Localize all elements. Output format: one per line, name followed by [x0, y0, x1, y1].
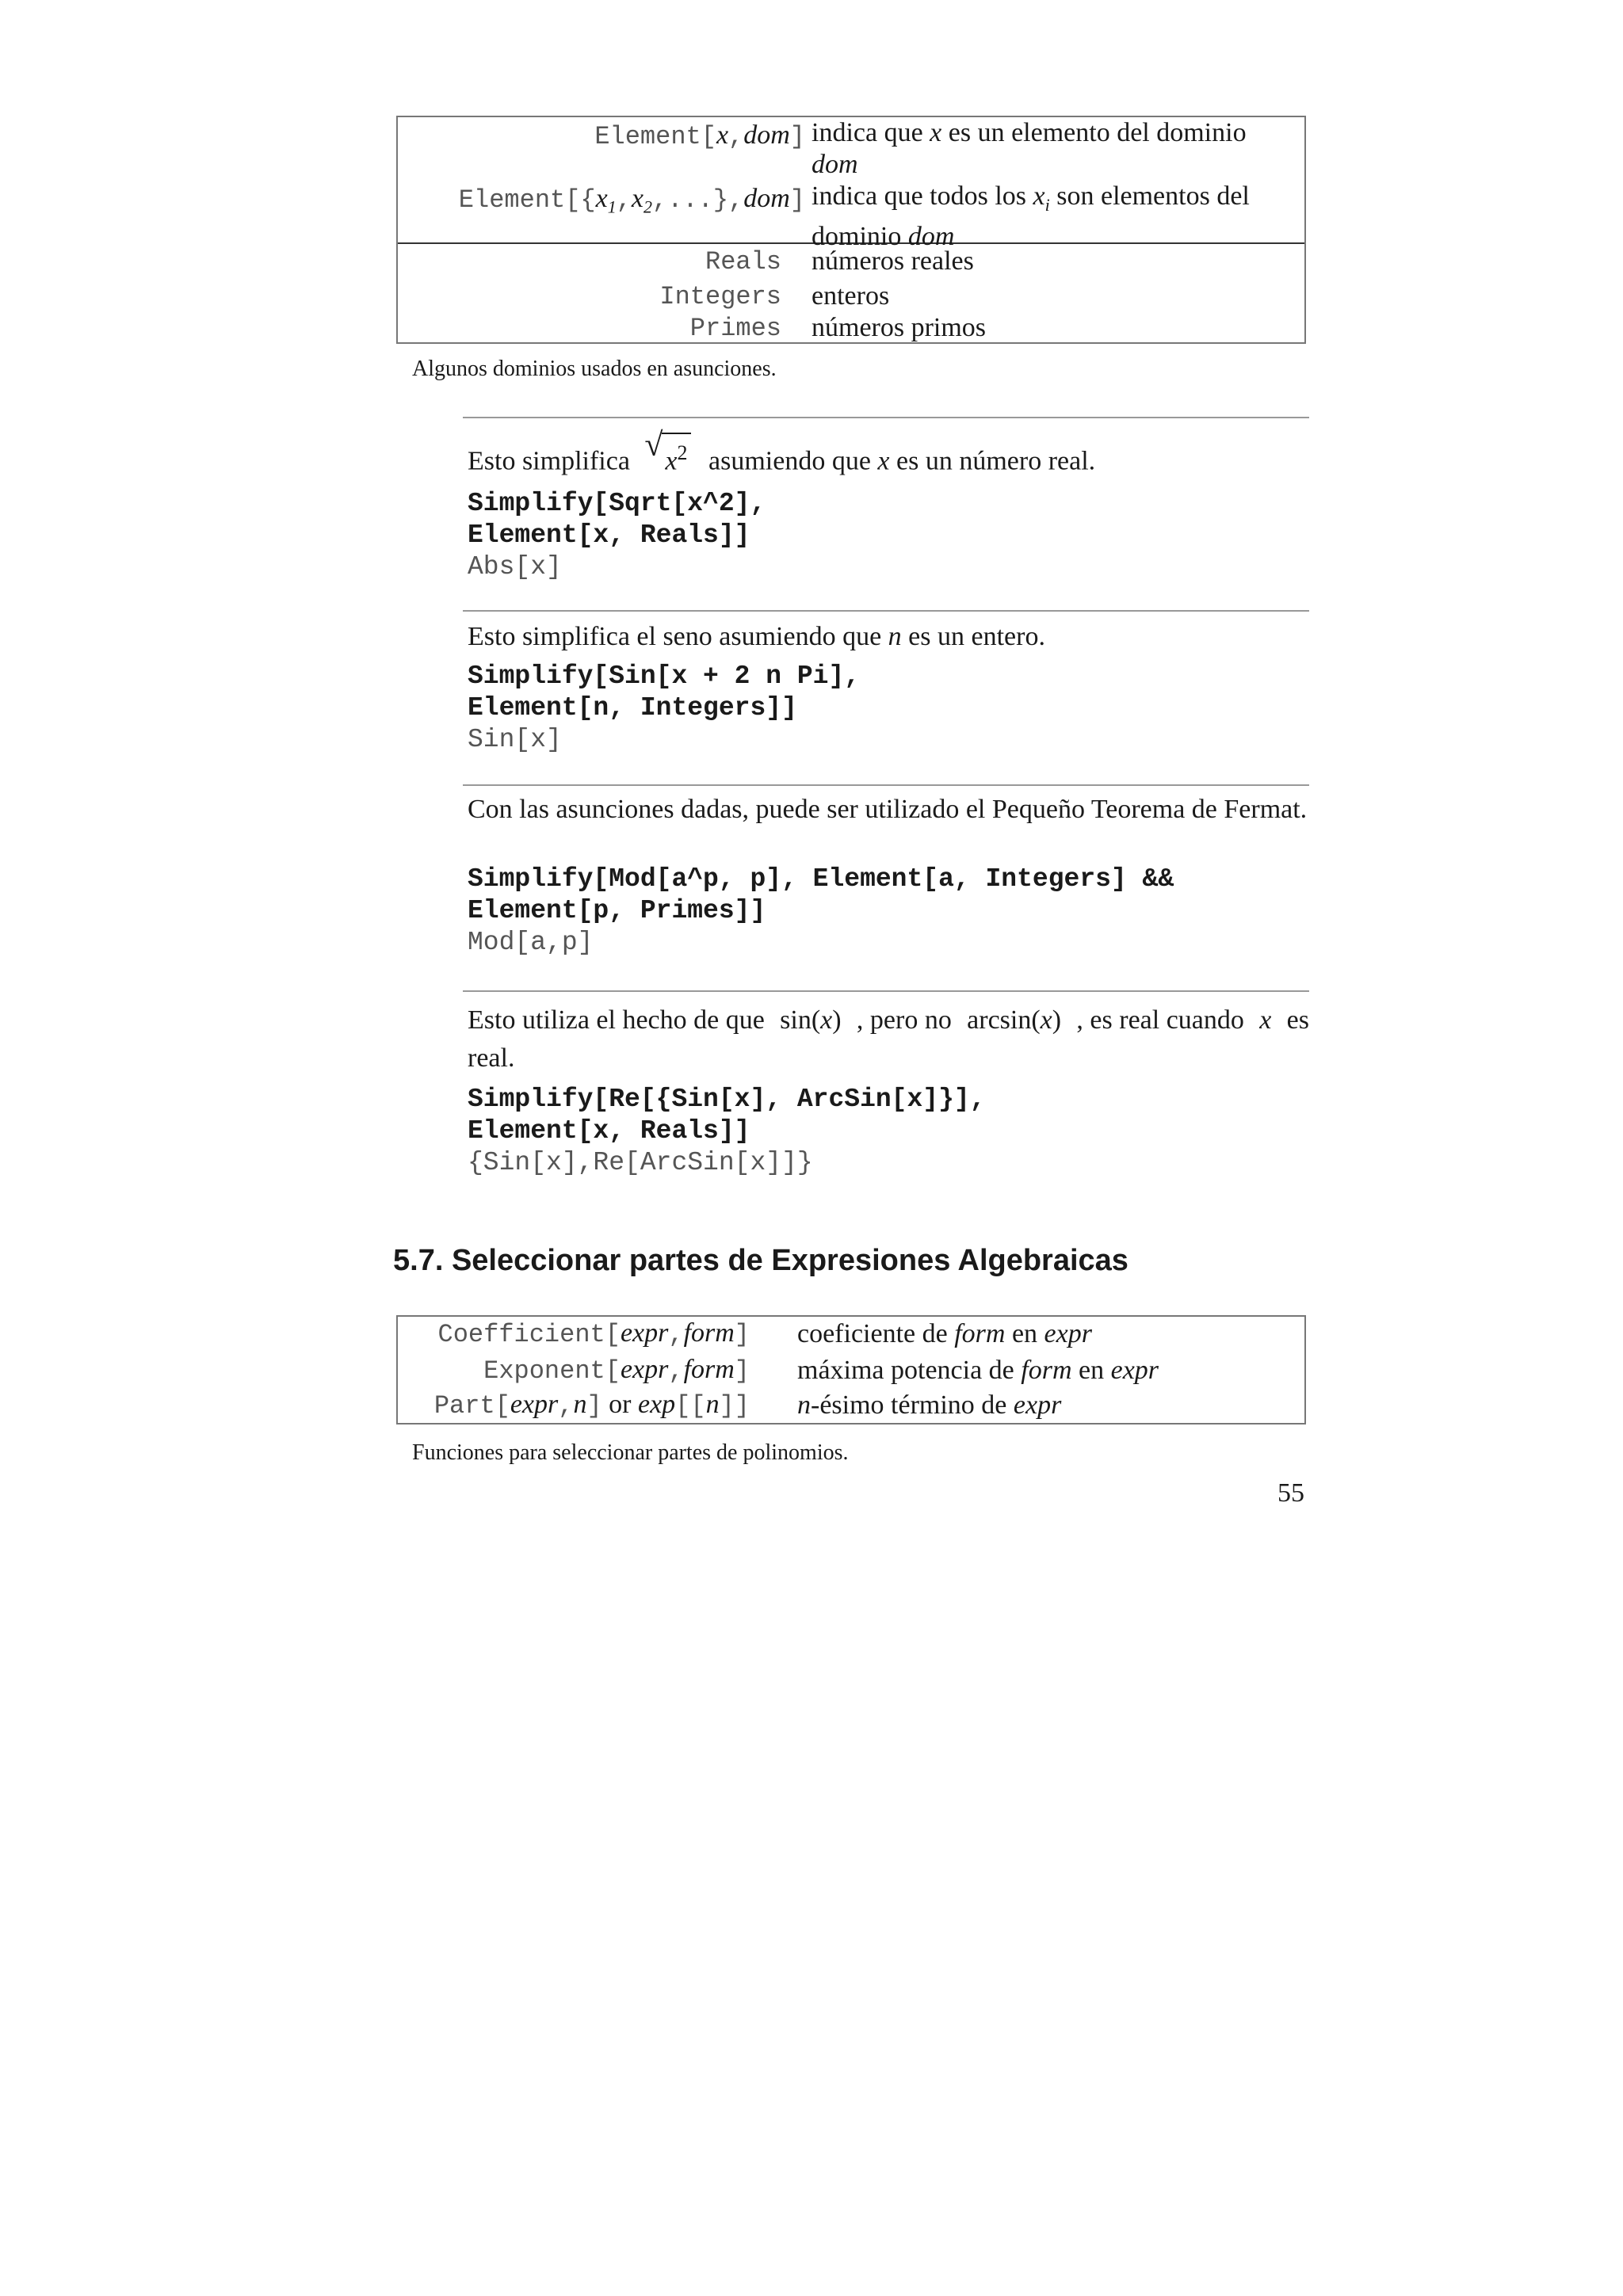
description: números primos — [812, 313, 987, 342]
domain-name: Integers — [659, 282, 781, 311]
section-heading: 5.7. Seleccionar partes de Expresiones Algebraicas — [393, 1244, 1128, 1277]
function-signature: Coefficient[expr,form] — [437, 1318, 750, 1349]
divider — [463, 990, 1309, 992]
divider — [463, 784, 1309, 786]
code-output: {Sin[x],Re[ArcSin[x]]} — [468, 1148, 813, 1177]
description: números reales — [812, 246, 974, 276]
example-description: Con las asunciones dadas, puede ser utilizado el Pequeño Teorema de Fermat. — [468, 795, 1308, 824]
function-signature: Part[expr,n] or exp[[n]] — [433, 1390, 750, 1421]
description: indica que x es un elemento del dominio dom — [812, 118, 1247, 179]
divider — [463, 610, 1309, 612]
domain-name: Reals — [705, 247, 781, 277]
code-output: Mod[a,p] — [468, 928, 594, 957]
description: coeficiente de form en expr — [797, 1319, 1092, 1348]
example-description: Esto simplifica √ $x^2$ asumiendo que x es un número real. — [468, 427, 1096, 476]
example-block — [463, 610, 1309, 769]
domain-name: Primes — [689, 314, 781, 343]
code-input: Simplify[Re[{Sin[x], ArcSin[x]}], Element[x, Reals]] — [468, 1085, 986, 1146]
code-input: Simplify[Mod[a^p, p], Element[a, Integers] && Element[p, Primes]] — [468, 864, 1174, 925]
table-caption: Funciones para seleccionar partes de polinomios. — [412, 1440, 849, 1465]
divider — [463, 417, 1309, 418]
description: máxima potencia de form en expr — [797, 1356, 1159, 1385]
page-number: 55 — [1277, 1478, 1304, 1508]
example-block — [463, 417, 1309, 591]
description: enteros — [812, 281, 890, 311]
function-signature: Exponent[expr,form] — [483, 1355, 750, 1386]
code-input: Simplify[Sin[x + 2 n Pi], Element[n, Integers]] — [468, 662, 861, 723]
sqrt-expression: √ $x^2$ — [644, 437, 687, 477]
description: indica que todos los $x_i$ son elementos del dominio dom — [812, 181, 1250, 251]
code-output: Abs[x] — [468, 552, 562, 582]
code-output: Sin[x] — [468, 725, 562, 754]
function-signature: Element[x,dom] — [594, 120, 805, 151]
table-caption: Algunos dominios usados en asunciones. — [412, 357, 777, 381]
example-block — [463, 990, 1309, 1196]
example-block — [463, 784, 1309, 974]
example-description: Esto simplifica el seno asumiendo que n es un entero. — [468, 622, 1045, 651]
description: n-ésimo término de expr — [797, 1390, 1062, 1420]
example-description: Esto utiliza el hecho de que sin(x) , pero no arcsin(x) , es real cuando x es real. — [468, 1005, 1309, 1073]
code-input: Simplify[Sqrt[x^2], Element[x, Reals]] — [468, 489, 766, 550]
function-signature: $Element[\{x_1,x_2,...\},dom]$ — [458, 184, 805, 217]
